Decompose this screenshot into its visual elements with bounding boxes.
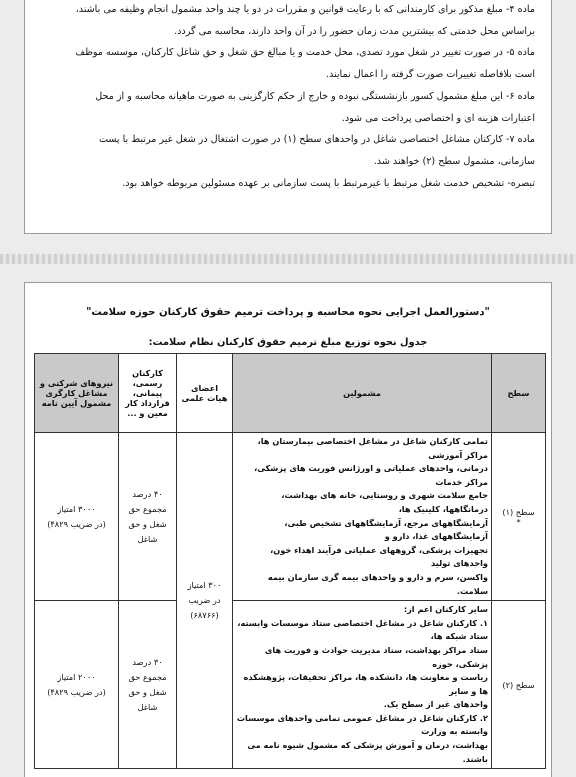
level-1-cell <box>492 433 546 601</box>
covered-line: ۲. کارکنان شاغل در مشاغل عمومی تمامی واحدهای موسسات وابسته به وزارت <box>236 712 488 737</box>
salary-distribution-table <box>34 353 546 769</box>
regulation-articles <box>59 0 535 194</box>
contract-points: ۲۰۰۰ امتیاز <box>57 671 96 682</box>
covered-line: ستاد مراکز بهداشت، ستاد مدیریت حوادث و فوریت های پزشکی، حوزه <box>264 644 488 669</box>
level-2-label: سطح (۲) <box>502 679 535 690</box>
employees-text: شاغل <box>137 701 158 712</box>
article-5-line-2: است بلافاصله تغییرات صورت گرفته را اعمال نمایند. <box>325 69 535 81</box>
header-faculty: اعضای هیات علمی <box>177 354 233 433</box>
table-row-level-2 <box>35 601 546 769</box>
contract-coefficient: (در ضریب ۴۸۲۹) <box>47 518 106 529</box>
header-covered: مشمولین <box>233 354 492 433</box>
faculty-points: ۳۰۰ امتیاز <box>187 580 222 591</box>
covered-line: ریاست و معاونت ها، دانشکده ها، مراکز تحقیقات، پژوهشکده ها و سایر <box>243 672 488 696</box>
contract-coefficient: (در ضریب ۴۸۲۹) <box>47 686 106 697</box>
article-6-line-1: ماده ۶- این مبلغ مشمول کسور بازنشستگی نبوده و خارج از حکم کارگزینی به صورت ماهیانه محاسبه و از محل <box>95 90 535 102</box>
employees-text: شاغل <box>137 533 158 544</box>
faculty-coefficient-label: در ضریب <box>188 595 221 606</box>
employees-text: شغل و حق <box>128 686 167 697</box>
employees-percent: ۳۰ درصد <box>132 656 163 667</box>
document-page-top <box>24 0 552 234</box>
covered-line: آزمایشگاههای مرجع، آزمایشگاههای تشخیص طبی، آزمایشگاههای غذا، دارو و <box>284 517 488 542</box>
header-level: سطح <box>492 354 546 433</box>
document-title: "دستورالعمل اجرایی نحوه محاسبه و پرداخت ترمیم حقوق کارکنان حوزه سلامت" <box>86 307 490 318</box>
table-header-row <box>35 354 546 433</box>
level-2-cell <box>492 601 546 769</box>
covered-line: سایر کارکنان اعم از: <box>403 604 488 615</box>
level-2-employees <box>119 601 177 769</box>
level-1-label: سطح (۱) <box>502 506 535 517</box>
document-page-bottom <box>24 282 552 777</box>
covered-line: ۱. کارکنان شاغل در مشاغل اختصاصی ستاد موسسات وابسته، ستاد شبکه ها، <box>237 617 488 642</box>
article-6-line-2: اعتبارات هزینه ای و اختصاصی پرداخت می شود. <box>341 112 535 124</box>
article-4-line-1: ماده ۴- مبلغ مذکور برای کارمندانی که با رعایت قوانین و مقررات در دو یا چند واحد مشمول انجام وظیفه می باشند، <box>75 4 535 15</box>
employees-text: شغل و حق <box>128 518 167 529</box>
covered-line: واکسن، سرم و دارو و واحدهای بیمه گری سازمان بیمه سلامت. <box>267 571 488 596</box>
faculty-coefficient: (۶۸۷۶۶) <box>190 610 219 621</box>
header-contract-workers: نیروهای شرکتی و مشاغل کارگری مشمول آیین نامه <box>35 354 119 433</box>
article-5-line-1: ماده ۵- در صورت تغییر در شغل مورد تصدی، محل خدمت و یا مبالغ حق شغل و حق شاغل کارکنان، موسسه موظف <box>75 47 535 59</box>
faculty-value-cell <box>177 433 233 769</box>
header-employees: کارکنان رسمی، پیمانی، قرارداد کار معین و ... <box>119 354 177 433</box>
level-2-contract <box>35 601 119 769</box>
covered-line: جامع سلامت شهری و روستایی، خانه های بهداشت، درمانگاهها، کلینیک ها، <box>281 490 488 514</box>
contract-points: ۳۰۰۰ امتیاز <box>57 503 96 514</box>
covered-line: درمانی، واحدهای عملیاتی و اورژانس فوریت های پزشکی، مراکز خدمات <box>254 463 488 487</box>
level-1-mark: * <box>516 516 521 527</box>
level-2-covered <box>233 601 492 769</box>
covered-line: بهداشت، درمان و آموزش پزشکی که مشمول شیوه نامه می باشند. <box>247 740 488 764</box>
note-paragraph: تبصره- تشخیص خدمت شغل مرتبط با غیرمرتبط با پست سازمانی بر عهده مسئولین مربوطه خواهد بود. <box>122 177 535 189</box>
level-1-covered <box>233 433 492 601</box>
table-caption: جدول نحوه توزیع مبلغ ترمیم حقوق کارکنان نظام سلامت: <box>148 337 428 348</box>
covered-line: تجهیزات پزشکی، گروههای عملیاتی فرآیند اهداء خون، واحدهای تولید <box>270 544 488 569</box>
employees-percent: ۴۰ درصد <box>132 488 163 499</box>
covered-line: تمامی کارکنان شاغل در مشاغل اختصاصی بیمارستان ها، مراکز آموزشی <box>257 436 488 460</box>
employees-text: مجموع حق <box>128 671 167 682</box>
table-row-level-1 <box>35 433 546 601</box>
page-separator <box>0 254 576 264</box>
covered-line: واحدهای غیر از سطح یک. <box>383 699 488 710</box>
article-4-line-2: براساس محل خدمتی که بیشترین مدت زمان حضور را در آن واحد دارند، محاسبه می گردد. <box>174 25 535 37</box>
employees-text: مجموع حق <box>128 503 167 514</box>
level-1-employees <box>119 433 177 601</box>
article-7-line-2: سازمانی، مشمول سطح (۲) خواهند شد. <box>373 155 535 167</box>
article-7-line-1: ماده ۷- کارکنان مشاغل اختصاصی شاغل در واحدهای سطح (۱) در صورت اشتغال در شغل غیر مرتبط با پست <box>98 134 535 146</box>
level-1-contract <box>35 433 119 601</box>
